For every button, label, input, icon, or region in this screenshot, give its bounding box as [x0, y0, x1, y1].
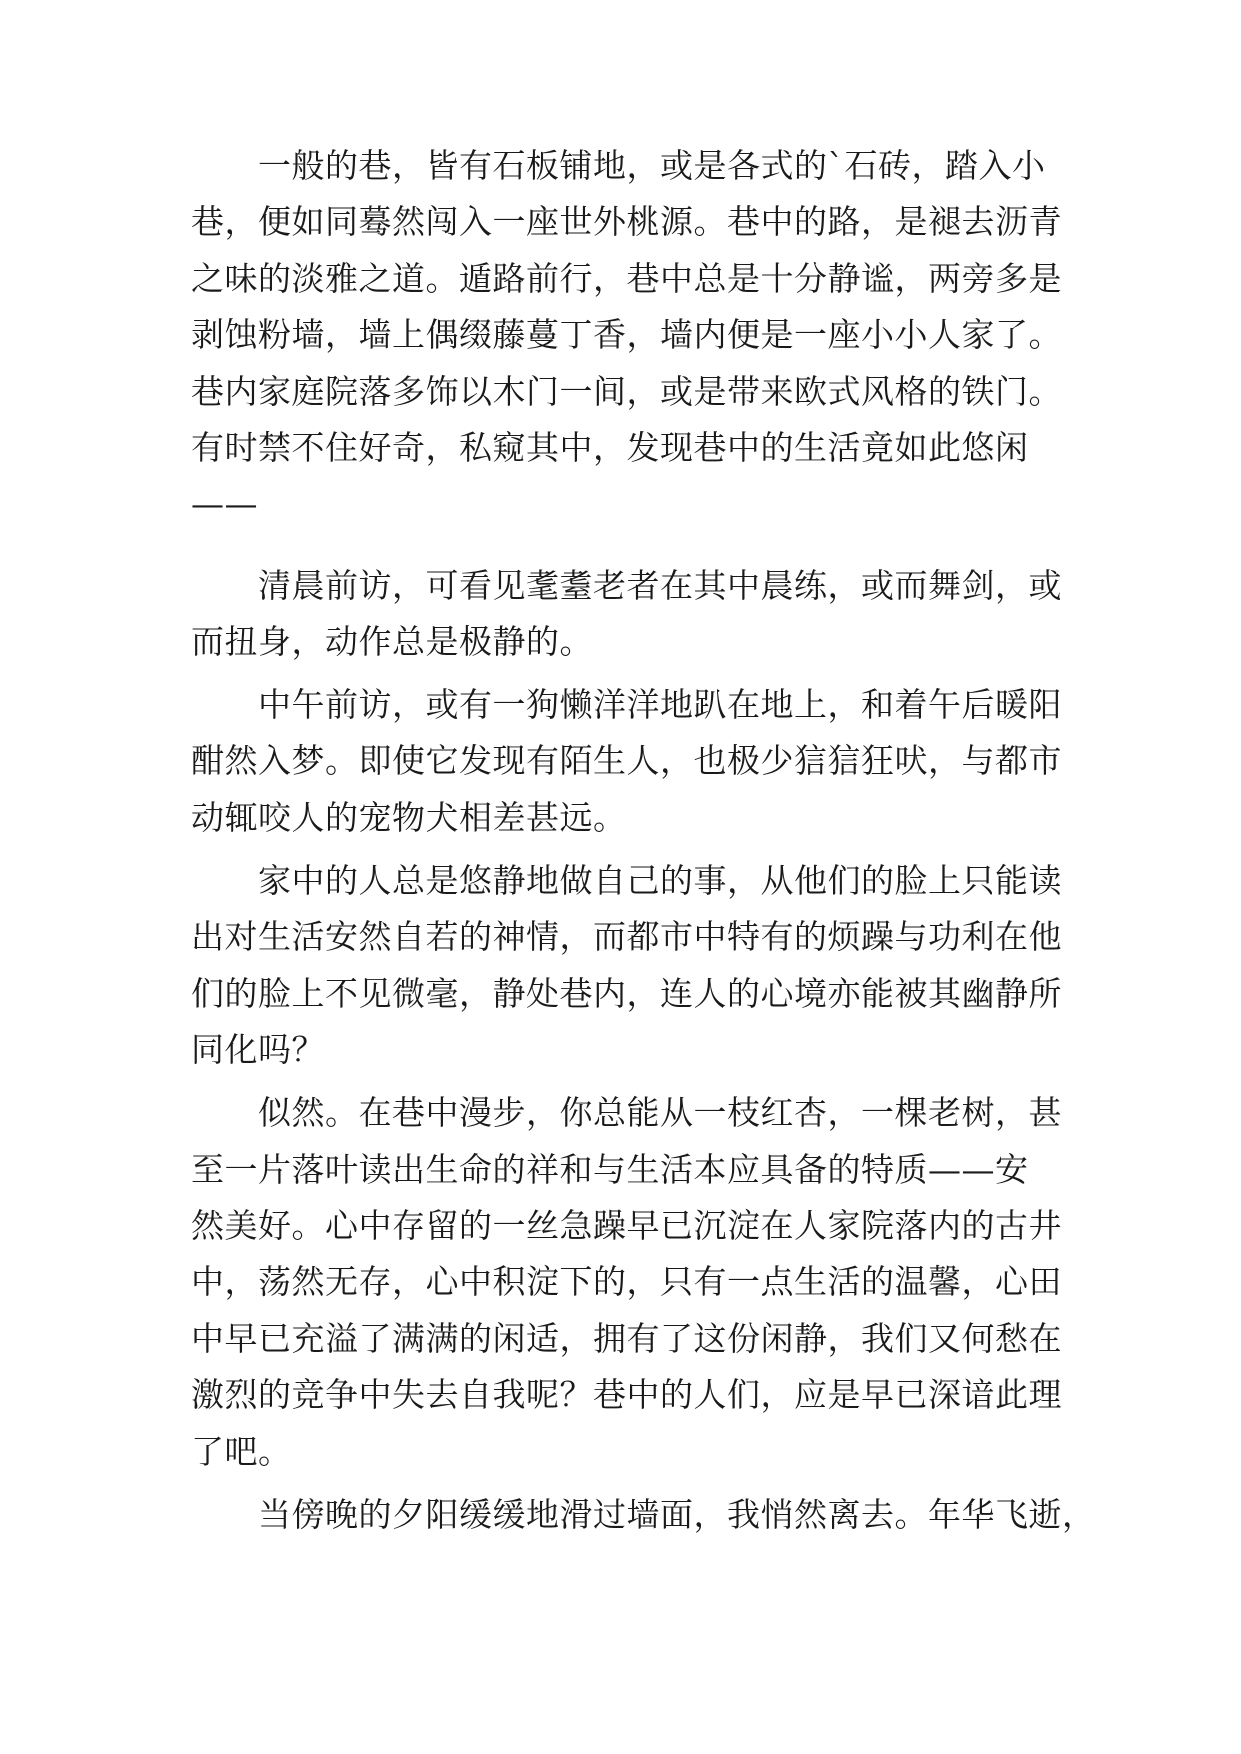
text-line: 一般的巷，皆有石板铺地，或是各式的`石砖，踏入小 — [258, 146, 1046, 185]
text-line: 激烈的竞争中失去自我呢？巷中的人们，应是早已深谙此理 — [191, 1375, 1062, 1414]
text-line: 巷，便如同蓦然闯入一座世外桃源。巷中的路，是褪去沥青 — [191, 202, 1062, 241]
text-line: 们的脸上不见微毫，静处巷内，连人的心境亦能被其幽静所 — [191, 974, 1062, 1013]
text-line: 中，荡然无存，心中积淀下的，只有一点生活的温馨，心田 — [191, 1262, 1062, 1301]
text-line: 中午前访，或有一狗懒洋洋地趴在地上，和着午后暖阳 — [258, 685, 1062, 724]
text-line: 清晨前访，可看见耄耋老者在其中晨练，或而舞剑，或 — [258, 566, 1062, 605]
text-line: —— — [191, 484, 258, 523]
text-line: 然美好。心中存留的一丝急躁早已沉淀在人家院落内的古井 — [191, 1206, 1062, 1245]
text-line: 似然。在巷中漫步，你总能从一枝红杏，一棵老树，甚 — [258, 1093, 1062, 1132]
text-line: 同化吗？ — [191, 1030, 325, 1069]
text-line: 而扭身，动作总是极静的。 — [191, 622, 593, 661]
text-line: 中早已充溢了满满的闲适，拥有了这份闲静，我们又何愁在 — [191, 1319, 1062, 1358]
text-line: 酣然入梦。即使它发现有陌生人，也极少狺狺狂吠，与都市 — [191, 741, 1062, 780]
text-line: 出对生活安然自若的神情，而都市中特有的烦躁与功利在他 — [191, 917, 1062, 956]
text-line: 有时禁不住好奇，私窥其中，发现巷中的生活竟如此悠闲 — [191, 428, 1029, 467]
text-line: 剥蚀粉墙，墙上偶缀藤蔓丁香，墙内便是一座小小人家了。 — [191, 315, 1062, 354]
text-line: 巷内家庭院落多饰以木门一间，或是带来欧式风格的铁门。 — [191, 372, 1062, 411]
text-line: 动辄咬人的宠物犬相差甚远。 — [191, 798, 627, 837]
text-line: 了吧。 — [191, 1432, 292, 1471]
text-line: 家中的人总是悠静地做自己的事，从他们的脸上只能读 — [258, 861, 1062, 900]
text-line: 之味的淡雅之道。遁路前行，巷中总是十分静谧，两旁多是 — [191, 259, 1062, 298]
text-line: 当傍晚的夕阳缓缓地滑过墙面，我悄然离去。年华飞逝， — [258, 1495, 1096, 1534]
text-line: 至一片落叶读出生命的祥和与生活本应具备的特质——安 — [191, 1150, 1029, 1189]
